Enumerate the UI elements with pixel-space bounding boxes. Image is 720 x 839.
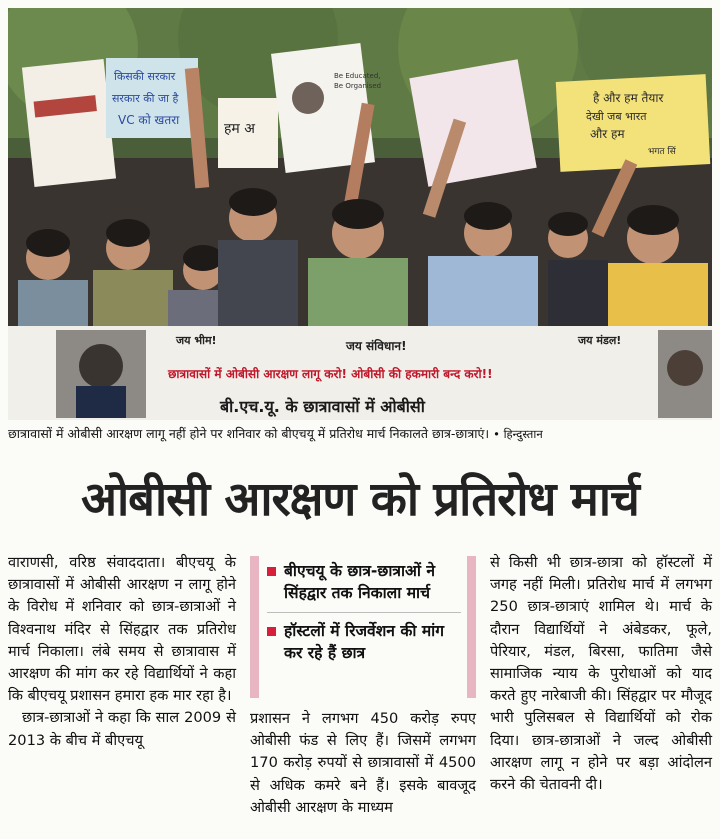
banner-bottom-text: बी.एच.यू. के छात्रावासों में ओबीसी xyxy=(220,397,425,416)
highlights-box xyxy=(250,556,476,698)
placard-pink xyxy=(409,59,536,186)
banner-slogan-text: छात्रावासों में ओबीसी आरक्षण लागू करो! ओबीसी की हकमारी बन्द करो!! xyxy=(168,367,493,381)
caption-text: छात्रावासों में ओबीसी आरक्षण लागू नहीं होने पर शनिवार को बीएचयू में प्रतिरोध मार्च निकालते छात्र-छात्राएं। xyxy=(8,426,490,441)
photo-credit: • हिन्दुस्तान xyxy=(493,427,543,441)
placard-mid-text: हम अ xyxy=(224,121,255,137)
placard-left-text-2: सरकार की जा है xyxy=(112,92,179,105)
protest-photo xyxy=(8,8,712,420)
placard-left-text-1: किसकी सरकार xyxy=(114,70,176,83)
highlight-text: बीएचयू के छात्र-छात्राओं ने सिंहद्वार तक निकाला मार्च xyxy=(284,562,436,602)
protest-banner xyxy=(8,326,712,420)
placard-left xyxy=(22,59,116,187)
highlight-divider xyxy=(267,612,461,613)
banner-center-text: जय संविधान! xyxy=(346,339,407,353)
article-paragraph: वाराणसी, वरिष्ठ संवाददाता। बीएचयू के छात्रावासों में ओबीसी आरक्षण न लागू होने के विरोध में शनिवार को छात्र-छात्राओं ने विश्वनाथ मंदिर से सिंहद्वार तक प्रतिरोध मार्च निकाला। लंबे समय से छात्रावास में आरक्षण की मांग कर रहे विद्यार्थियों ने कहा कि बीएचयू प्रशासन हमारा हक मार रहा है। xyxy=(8,554,236,705)
placard-left-blue xyxy=(106,58,198,138)
banner-right-text: जय मंडल! xyxy=(578,334,622,347)
placard-right-text-4: भगत सिं xyxy=(648,147,676,157)
highlight-item xyxy=(267,620,461,664)
headline: ओबीसी आरक्षण को प्रतिरोध मार्च xyxy=(81,472,639,527)
photo-caption xyxy=(8,425,712,443)
placard-right-yellow xyxy=(556,74,711,172)
placard-ambedkar-text-1: Be Educated, xyxy=(334,72,381,80)
article-paragraph: प्रशासन ने लगभग 450 करोड़ रुपए ओबीसी फंड से लिए हैं। जिसमें लगभग 170 करोड़ रुपयों से छात्रावासों में 4500 से अधिक कमरे बने हैं। इसके बावजूद ओबीसी आरक्षण के माध्यम xyxy=(250,710,476,816)
highlight-item xyxy=(267,560,461,604)
placard-left-text-3: VC को खतरा xyxy=(118,113,180,127)
square-bullet-icon xyxy=(267,567,276,576)
placard-mid xyxy=(218,98,278,168)
placard-right-text-1: है और हम तैयार xyxy=(593,91,664,105)
placard-ambedkar-text-2: Be Organised xyxy=(334,82,382,90)
placard-right-text-3: और हम xyxy=(590,127,625,141)
article-column-3 xyxy=(490,552,712,796)
article-column-2 xyxy=(250,708,476,819)
banner-left-text: जय भीम! xyxy=(176,334,217,347)
article-column-1 xyxy=(8,552,236,752)
placard-right-text-2: देखी जब भारत xyxy=(586,110,647,123)
article-paragraph: से किसी भी छात्र-छात्रा को हॉस्टलों में जगह नहीं मिली। प्रतिरोध मार्च में लगभग 250 छात्र-छात्राएं शामिल थे। मार्च के दौरान विद्यार्थियों ने अंबेडकर, फूले, पेरियार, मंडल, बिरसा, फातिमा जैसे सामाजिक न्याय के पुरोधाओं को याद करते हुए नारेबाजी की। सिंहद्वार पर मौजूद भारी पुलिसबल से विद्यार्थियों को रोक दिया। छात्र-छात्राओं ने जल्द ओबीसी आरक्षण लागू न होने पर बड़ा आंदोलन करने की चेतावनी दी। xyxy=(490,554,712,794)
square-bullet-icon xyxy=(267,627,276,636)
highlight-text: हॉस्टलों में रिजर्वेशन की मांग कर रहे हैं छात्र xyxy=(284,622,444,662)
article-paragraph: छात्र-छात्राओं ने कहा कि साल 2009 से 2013 के बीच में बीएचयू xyxy=(8,709,236,749)
